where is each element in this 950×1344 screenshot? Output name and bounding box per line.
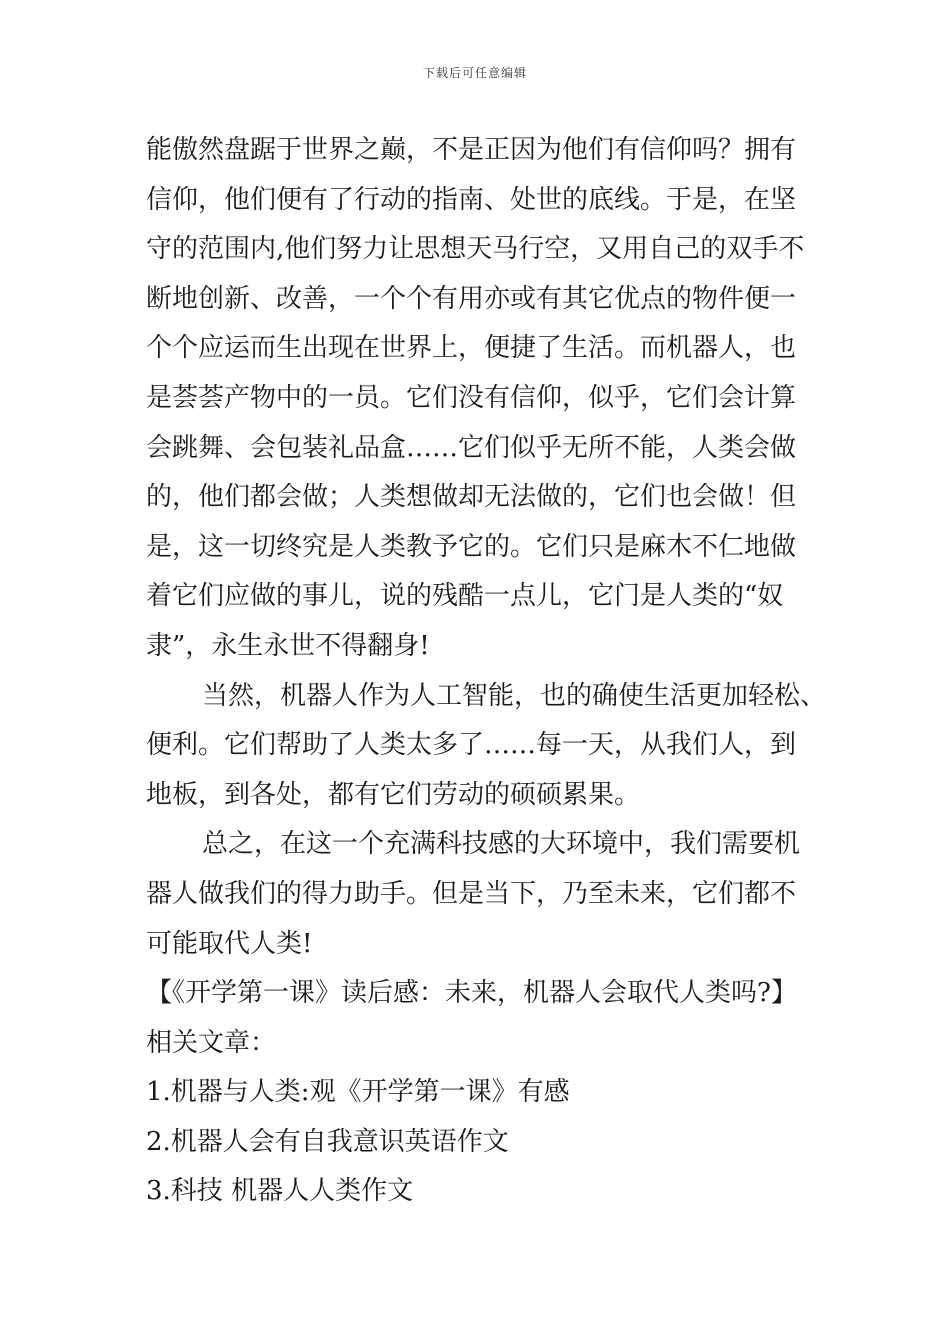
- text-line: 可能取代人类!: [146, 928, 313, 959]
- text-line: 会跳舞、会包装礼品盒……它们似乎无所不能，人类会做: [146, 432, 797, 463]
- text-line: 断地创新、改善，一个个有用亦或有其它优点的物件便一: [146, 283, 797, 314]
- text-line: 地板，到各处，都有它们劳动的硕硕累果。: [146, 779, 641, 810]
- text-line: 总之，在这一个充满科技感的大环境中，我们需要机: [202, 829, 801, 860]
- text-line: 是，这一切终究是人类教予它的。它们只是麻木不仁地做: [146, 531, 797, 562]
- text-line: 器人做我们的得力助手。但是当下，乃至未来，它们都不: [146, 878, 797, 909]
- text-line: 当然，机器人作为人工智能，也的确使生活更加轻松、: [202, 680, 827, 711]
- paragraph-2: [146, 672, 826, 821]
- text-line: 个个应运而生出现在世界上，便捷了生活。而机器人，也: [146, 333, 797, 364]
- paragraph-1: [146, 126, 826, 672]
- text-line: 守的范围内,他们努力让思想天马行空，又用自己的双手不: [146, 234, 805, 265]
- related-article-link[interactable]: 3.科技 机器人人类作文: [146, 1176, 414, 1207]
- article-title: 【《开学第一课》读后感：未来，机器人会取代人类吗?】: [146, 978, 797, 1009]
- text-line: 能傲然盘踞于世界之巅，不是正因为他们有信仰吗？拥有: [146, 135, 797, 165]
- related-article-link[interactable]: 2.机器人会有自我意识英语作文: [146, 1126, 509, 1157]
- text-line: 信仰，他们便有了行动的指南、处世的底线。于是，在坚: [146, 184, 797, 215]
- related-articles-label: 相关文章：: [146, 1027, 277, 1058]
- document-body: [146, 126, 826, 1217]
- text-line: 是荟荟产物中的一员。它们没有信仰，似乎，它们会计算: [146, 382, 797, 413]
- text-line: 隶”，永生永世不得翻身!: [146, 630, 430, 661]
- page-header: 下载后可任意编辑: [422, 66, 527, 80]
- text-line: 便利。它们帮助了人类太多了……每一天，从我们人，到: [146, 730, 797, 761]
- related-article-link[interactable]: 1.机器与人类:观《开学第一课》有感: [146, 1077, 570, 1108]
- paragraph-3: [146, 820, 826, 969]
- text-line: 着它们应做的事儿，说的残酷一点儿，它门是人类的“奴: [146, 581, 784, 612]
- text-line: 的，他们都会做；人类想做却无法做的，它们也会做！但: [146, 482, 797, 513]
